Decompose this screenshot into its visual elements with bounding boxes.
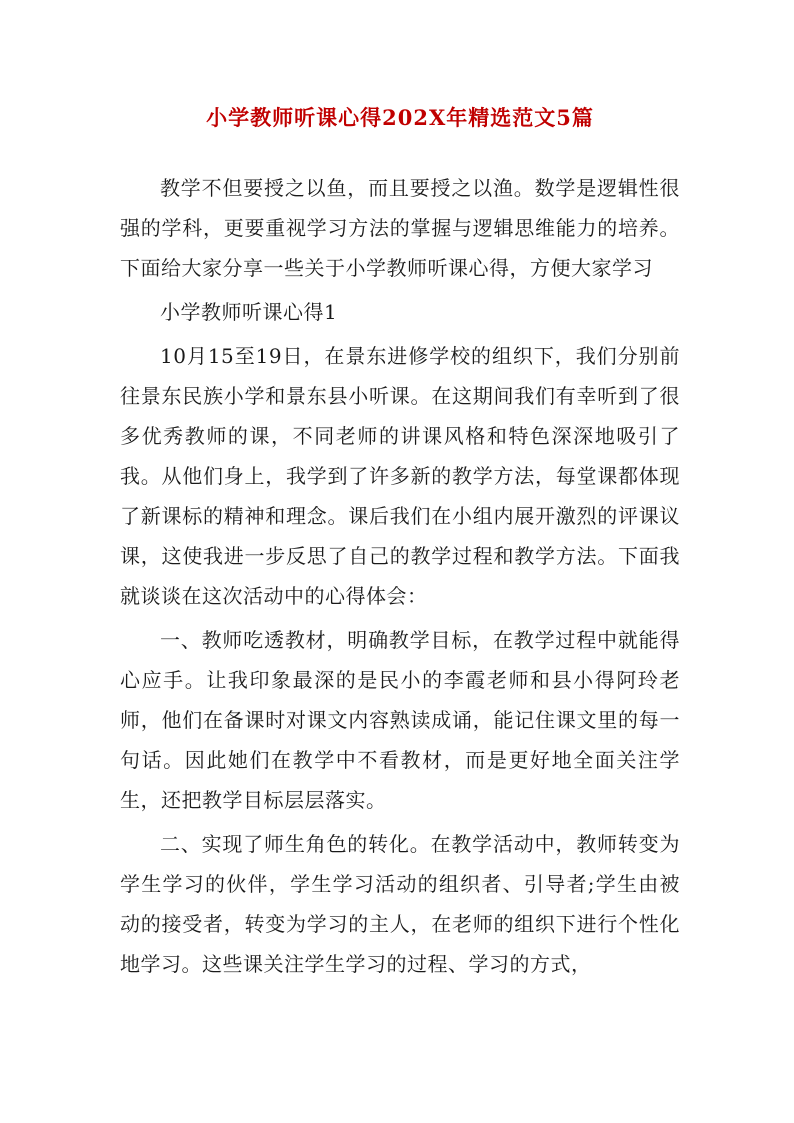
paragraph-body-1: 10月15至19日，在景东进修学校的组织下，我们分别前往景东民族小学和景东县小听课。在这期间我们有幸听到了很多优秀教师的课，不同老师的讲课风格和特色深深地吸引了我。从他们身上，我学到了许多新的教学方法，每堂课都体现了新课标的精神和理念。课后我们在小组内展开激烈的评课议课，这使我进一步反思了自己的教学过程和教学方法。下面我就谈谈在这次活动中的心得体会： <box>120 344 680 608</box>
document-title: 小学教师听课心得202X年精选范文5篇 <box>206 105 594 130</box>
section-heading-1: 小学教师听课心得1 <box>160 300 338 324</box>
document-page <box>120 100 680 984</box>
paragraph-point-2: 二、实现了师生角色的转化。在教学活动中，教师转变为学生学习的伙伴，学生学习活动的组织者、引导者;学生由被动的接受者，转变为学习的主人，在老师的组织下进行个性化地学习。这些课关注学生学习的过程、学习的方式， <box>120 832 680 976</box>
paragraph-intro: 教学不但要授之以鱼，而且要授之以渔。数学是逻辑性很强的学科，更要重视学习方法的掌握与逻辑思维能力的培养。下面给大家分享一些关于小学教师听课心得，方便大家学习 <box>120 176 680 280</box>
paragraph-point-1: 一、教师吃透教材，明确教学目标，在教学过程中就能得心应手。让我印象最深的是民小的李霞老师和县小得阿玲老师，他们在备课时对课文内容熟读成诵，能记住课文里的每一句话。因此她们在教学中不看教材，而是更好地全面关注学生，还把教学目标层层落实。 <box>120 628 680 812</box>
